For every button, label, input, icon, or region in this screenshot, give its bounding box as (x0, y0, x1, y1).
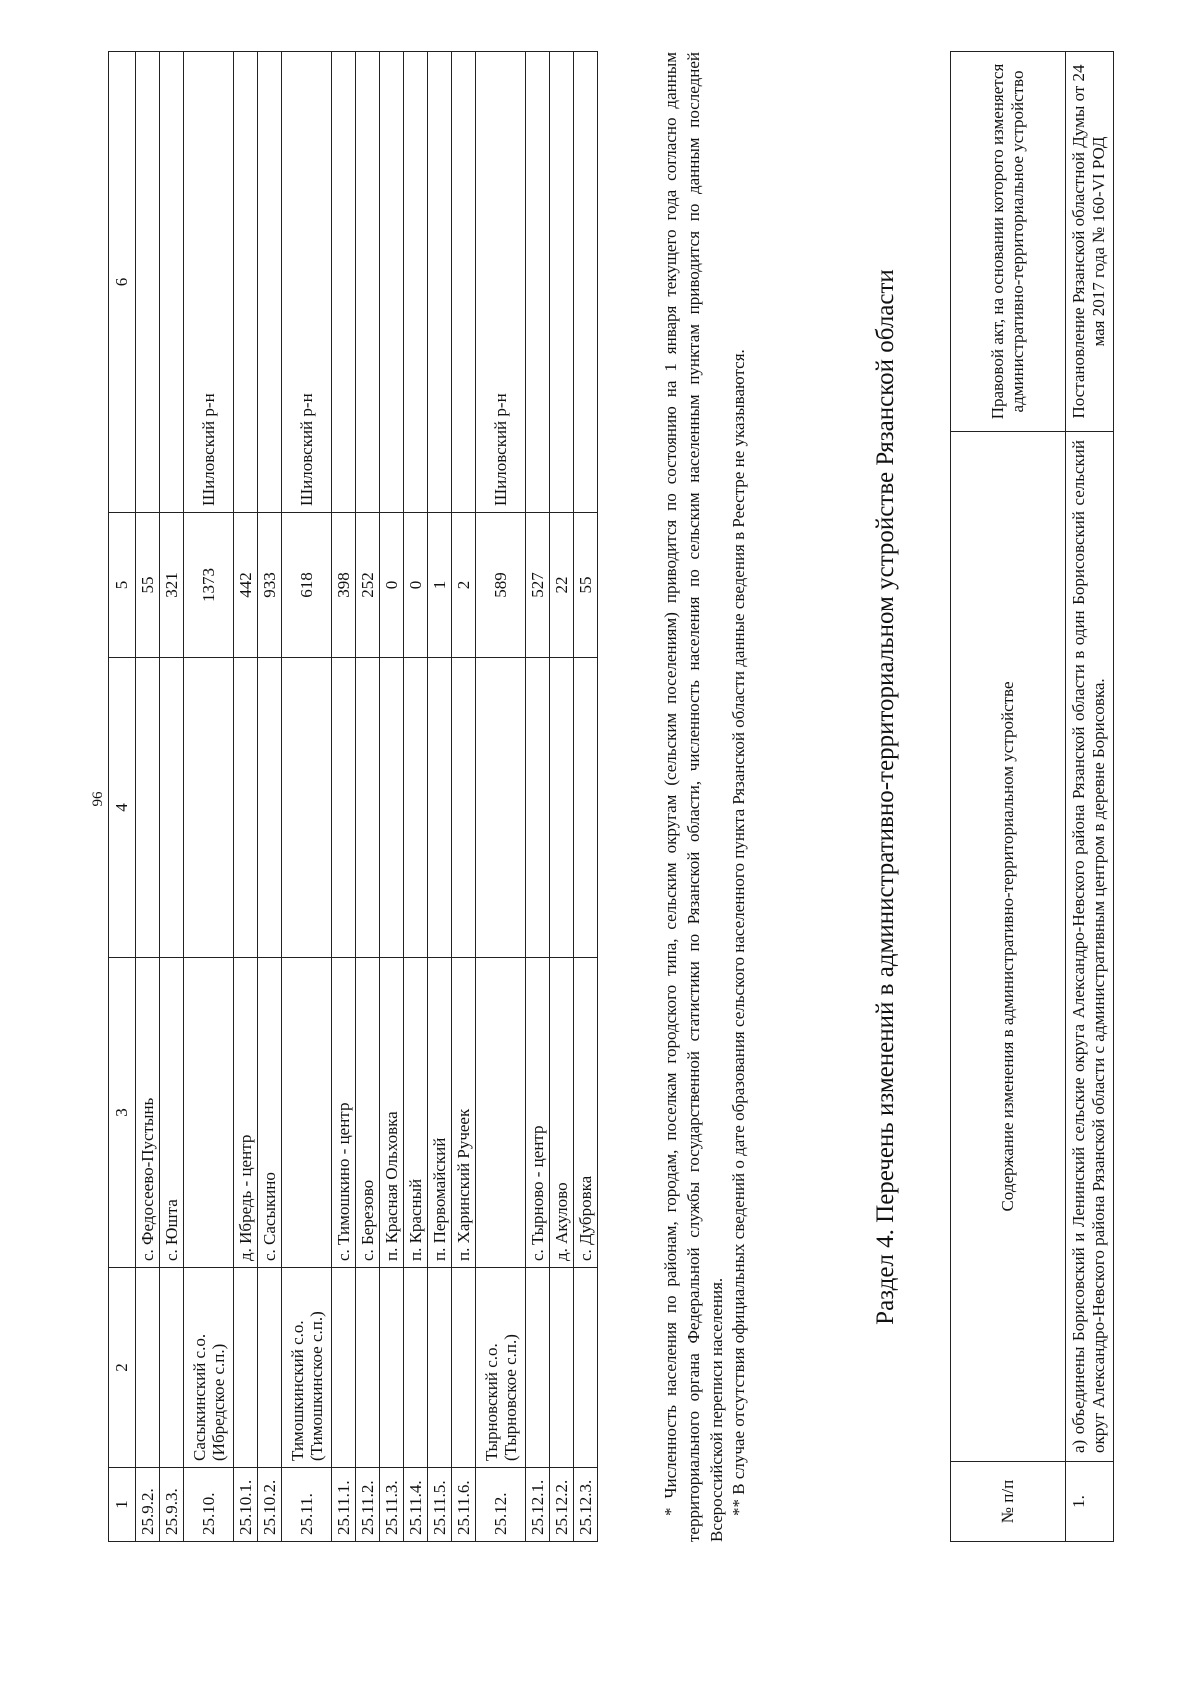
cell-settlement: д. Акулово (550, 958, 574, 1268)
cell-col4 (476, 658, 526, 958)
table-header-row (109, 52, 136, 1542)
cell-district (526, 52, 550, 513)
cell-district: Шиловский р-н (476, 52, 526, 513)
cell-name (526, 1268, 550, 1468)
cell-name (404, 1268, 428, 1468)
column-header: 6 (109, 52, 136, 513)
cell-district (136, 52, 160, 513)
cell-population: 55 (574, 513, 598, 658)
cell-name (550, 1268, 574, 1468)
cell-name (452, 1268, 476, 1468)
changes-header-content: Содержание изменения в административно-территориальном устройстве (951, 432, 1066, 1462)
table-row (234, 52, 258, 1542)
cell-name: Тимошкинский с.о. (Тимошкинское с.п.) (282, 1268, 332, 1468)
cell-name: Сасыкинский с.о. (Ибредское с.п.) (184, 1268, 234, 1468)
cell-id: 25.11.1. (332, 1468, 356, 1542)
table-body (136, 52, 598, 1542)
cell-district (380, 52, 404, 513)
cell-district (332, 52, 356, 513)
cell-district: Шиловский р-н (282, 52, 332, 513)
cell-district (234, 52, 258, 513)
cell-settlement: с. Юшта (160, 958, 184, 1268)
cell-district (356, 52, 380, 513)
cell-id: 25.9.2. (136, 1468, 160, 1542)
changes-header-row (951, 52, 1066, 1542)
cell-name: Тырновский с.о. (Тырновское с.п.) (476, 1268, 526, 1468)
cell-settlement: с. Березово (356, 958, 380, 1268)
cell-col4 (258, 658, 282, 958)
column-header: 4 (109, 658, 136, 958)
table-row (452, 52, 476, 1542)
cell-settlement (282, 958, 332, 1268)
footnote-population: * Численность населения по районам, городам, поселкам городского типа, сельским округам (сельским поселениям) приводится по состоянию на 1 января текущего года согласно данным территориального органа Федеральной службы государственной статистики по Рязанской области, численность населения по сельским населенным пунктам приводится по данным последней Всероссийской переписи населения. (661, 52, 726, 1542)
cell-settlement: п. Красная Ольховка (380, 958, 404, 1268)
table-row (282, 52, 332, 1542)
settlements-table (108, 51, 598, 1542)
column-header: 2 (109, 1268, 136, 1468)
cell-name (380, 1268, 404, 1468)
table-row (476, 52, 526, 1542)
cell-population: 618 (282, 513, 332, 658)
changes-row (1066, 52, 1114, 1542)
changes-cell-act: Постановление Рязанской областной Думы от 24 мая 2017 года № 160-VI РОД (1066, 52, 1114, 432)
cell-col4 (234, 658, 258, 958)
cell-col4 (526, 658, 550, 958)
cell-population: 442 (234, 513, 258, 658)
cell-settlement: п. Красный (404, 958, 428, 1268)
cell-col4 (160, 658, 184, 958)
cell-population: 252 (356, 513, 380, 658)
cell-district (404, 52, 428, 513)
cell-col4 (356, 658, 380, 958)
cell-col4 (428, 658, 452, 958)
cell-col4 (574, 658, 598, 958)
cell-id: 25.12. (476, 1468, 526, 1542)
cell-col4 (452, 658, 476, 958)
footnotes (660, 52, 751, 1542)
table-row (356, 52, 380, 1542)
cell-settlement: с. Тырново - центр (526, 958, 550, 1268)
column-header: 5 (109, 513, 136, 658)
cell-name (234, 1268, 258, 1468)
cell-settlement (476, 958, 526, 1268)
changes-body (1066, 52, 1114, 1542)
cell-settlement: п. Харинский Ручеек (452, 958, 476, 1268)
cell-id: 25.11.5. (428, 1468, 452, 1542)
cell-population: 321 (160, 513, 184, 658)
cell-settlement: с. Тимошкино - центр (332, 958, 356, 1268)
cell-population: 2 (452, 513, 476, 658)
cell-district (452, 52, 476, 513)
cell-col4 (136, 658, 160, 958)
cell-population: 398 (332, 513, 356, 658)
changes-cell-num: 1. (1066, 1462, 1114, 1542)
cell-district (160, 52, 184, 513)
cell-settlement: с. Сасыкино (258, 958, 282, 1268)
table-row (574, 52, 598, 1542)
cell-district (550, 52, 574, 513)
cell-col4 (184, 658, 234, 958)
cell-district (574, 52, 598, 513)
table-row (184, 52, 234, 1542)
table-row (258, 52, 282, 1542)
cell-id: 25.11. (282, 1468, 332, 1542)
cell-id: 25.9.3. (160, 1468, 184, 1542)
table-row (428, 52, 452, 1542)
changes-header-act: Правовой акт, на основании которого изменяется административно-территориальное устройство (951, 52, 1066, 432)
table-row (332, 52, 356, 1542)
cell-col4 (282, 658, 332, 958)
cell-id: 25.11.4. (404, 1468, 428, 1542)
cell-population: 0 (380, 513, 404, 658)
cell-population: 1373 (184, 513, 234, 658)
cell-id: 25.10. (184, 1468, 234, 1542)
cell-name (428, 1268, 452, 1468)
cell-population: 55 (136, 513, 160, 658)
cell-name (258, 1268, 282, 1468)
cell-id: 25.10.2. (258, 1468, 282, 1542)
cell-col4 (404, 658, 428, 958)
changes-header-num: № п/п (951, 1462, 1066, 1542)
footnote-date: ** В случае отсутствия официальных сведений о дате образования сельского населенного пункта Рязанской области данные сведения в Реестре не указываются. (729, 349, 749, 1516)
cell-population: 0 (404, 513, 428, 658)
cell-col4 (380, 658, 404, 958)
cell-name (136, 1268, 160, 1468)
table-row (160, 52, 184, 1542)
cell-settlement: с. Дубровка (574, 958, 598, 1268)
cell-population: 933 (258, 513, 282, 658)
cell-district: Шиловский р-н (184, 52, 234, 513)
cell-population: 22 (550, 513, 574, 658)
changes-table (950, 51, 1114, 1542)
cell-id: 25.11.3. (380, 1468, 404, 1542)
cell-population: 589 (476, 513, 526, 658)
cell-settlement: д. Ибредь - центр (234, 958, 258, 1268)
cell-id: 25.12.3. (574, 1468, 598, 1542)
cell-district (428, 52, 452, 513)
cell-id: 25.11.6. (452, 1468, 476, 1542)
cell-district (258, 52, 282, 513)
table-row (526, 52, 550, 1542)
cell-settlement (184, 958, 234, 1268)
cell-id: 25.10.1. (234, 1468, 258, 1542)
cell-name (574, 1268, 598, 1468)
cell-id: 25.11.2. (356, 1468, 380, 1542)
cell-col4 (550, 658, 574, 958)
cell-name (332, 1268, 356, 1468)
cell-population: 527 (526, 513, 550, 658)
cell-id: 25.12.1. (526, 1468, 550, 1542)
column-header: 1 (109, 1468, 136, 1542)
changes-cell-content: а) объединены Борисовский и Ленинский сельские округа Александро-Невского района Рязанской области в один Борисовский сельский округ Александро-Невского района Рязанской области с административным центром в деревне Борисовка. (1066, 432, 1114, 1462)
table-row (404, 52, 428, 1542)
page-number: 96 (90, 791, 106, 807)
cell-settlement: с. Федосеево-Пустынь (136, 958, 160, 1268)
table-row (380, 52, 404, 1542)
cell-col4 (332, 658, 356, 958)
cell-id: 25.12.2. (550, 1468, 574, 1542)
table-row (550, 52, 574, 1542)
section-title: Раздел 4. Перечень изменений в административно-территориальном устройстве Рязанской области (872, 269, 899, 1325)
cell-population: 1 (428, 513, 452, 658)
cell-settlement: п. Первомайский (428, 958, 452, 1268)
table-row (136, 52, 160, 1542)
column-header: 3 (109, 958, 136, 1268)
cell-name (356, 1268, 380, 1468)
cell-name (160, 1268, 184, 1468)
